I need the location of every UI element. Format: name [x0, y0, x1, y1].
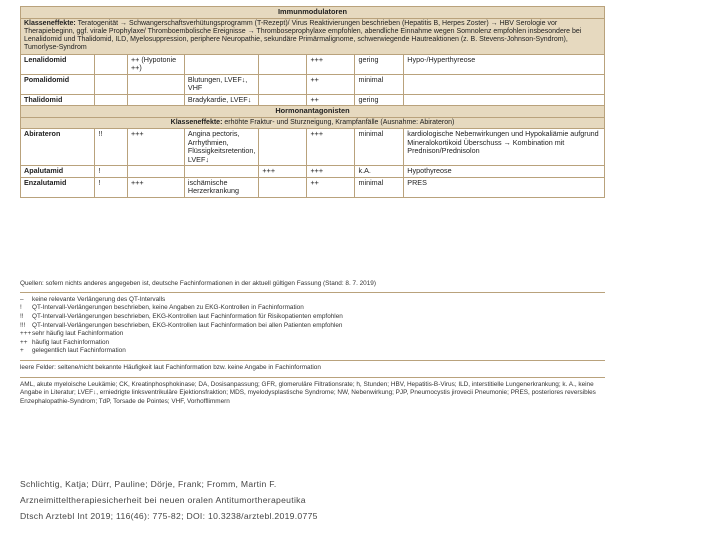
- table-row: [21, 54, 605, 74]
- legend-text: QT-Intervall-Verlängerungen beschrieben, EKG-Kontrollen laut Fachinformation bei allen Patienten empfohlen: [32, 321, 343, 329]
- class-effects-label: Klasseneffekte:: [170, 118, 223, 126]
- legend-symbol: +++: [20, 330, 32, 338]
- table-cell: Bradykardie, LVEF↓: [184, 94, 259, 105]
- legend-item: [20, 304, 605, 313]
- class-effects-label: Klasseneffekte:: [24, 19, 76, 27]
- table-row: [21, 129, 605, 166]
- table-row: [21, 74, 605, 94]
- citation-authors: Schlichtig, Katja; Dürr, Pauline; Dörje, Frank; Fromm, Martin F.: [20, 479, 277, 489]
- drug-table: [20, 6, 605, 198]
- table-cell: ++: [307, 94, 355, 105]
- section-header-immunomodulators: [21, 7, 605, 19]
- citation-title: Arzneimitteltherapiesicherheit bei neuen oralen Antitumortherapeutika: [20, 495, 306, 505]
- table-row: [21, 177, 605, 197]
- table-cell: PRES: [404, 177, 605, 197]
- table-cell: [184, 166, 259, 177]
- legend-symbol: ++: [20, 338, 28, 346]
- table-cell: gering: [355, 54, 404, 74]
- drug-name: Abirateron: [21, 129, 95, 166]
- table-cell: +++: [307, 166, 355, 177]
- section-title: Hormonantagonisten: [21, 106, 605, 118]
- table-cell: k.A.: [355, 166, 404, 177]
- drug-name: Lenalidomid: [21, 54, 95, 74]
- legend-text: QT-Intervall-Verlängerungen beschrieben, EKG-Kontrollen laut Fachinformation für Risikopatienten empfohlen: [32, 312, 343, 320]
- table-cell: [95, 74, 128, 94]
- table-cell: Angina pectoris, Arrhythmien, Flüssigkeitsretention, LVEF↓: [184, 129, 259, 166]
- table-cell: kardiologische Nebenwirkungen und Hypokaliämie aufgrund Mineralokortikoid Überschuss → Kombination mit Prednison/Prednisolon: [404, 129, 605, 166]
- legend-text: häufig laut Fachinformation: [32, 338, 110, 346]
- citation: [20, 476, 318, 524]
- legend-symbol: +: [20, 347, 24, 355]
- legend-text: QT-Intervall-Verlängerungen beschrieben, keine Angaben zu EKG-Kontrollen in Fachinformation: [32, 304, 304, 312]
- table-cell: minimal: [355, 177, 404, 197]
- legend-symbol: !!: [20, 312, 24, 320]
- legend-item: [20, 296, 605, 305]
- table-cell: !!: [95, 129, 128, 166]
- table-cell: ++: [307, 177, 355, 197]
- table-figure: [20, 6, 640, 418]
- legend-symbol: –: [20, 295, 24, 303]
- drug-name: Apalutamid: [21, 166, 95, 177]
- table-cell: Blutungen, LVEF↓, VHF: [184, 74, 259, 94]
- table-row: [21, 94, 605, 105]
- table-cell: +++: [127, 129, 184, 166]
- table-row: [21, 166, 605, 177]
- table-cell: +++: [307, 129, 355, 166]
- class-effects-text: Teratogenität → Schwangerschaftsverhütungsprogramm (T-Rezept)/ Virus Reaktivierungen beschrieben (Hepatitis B, Herpes Zoster) → HBV Serologie vor Therapiebeginn, ggf. virale Prophylaxe/ Thromboembolische Ereignisse → Thromboseprophylaxe empfohlen, abendliche Einnahme wegen Somnolenz empfohlen insbesondere bei Lenalidomid und Thalidomid, ILD, Myelosuppression, periphere Neuropathie, sekundäre Primärmalignome, schwerwiegende Hautreaktionen (z. B. Stevens-Johnson-Syndrom), Tumorlyse-Syndrom: [24, 19, 582, 52]
- table-cell: [259, 74, 307, 94]
- table-cell: [184, 54, 259, 74]
- table-cell: gering: [355, 94, 404, 105]
- legend-item: [20, 347, 605, 356]
- table-cell: [127, 74, 184, 94]
- table-cell: +++: [307, 54, 355, 74]
- table-cell: +++: [259, 166, 307, 177]
- table-cell: [259, 129, 307, 166]
- table-cell: !: [95, 177, 128, 197]
- table-cell: Hypo-/Hyperthyreose: [404, 54, 605, 74]
- table-cell: ++: [307, 74, 355, 94]
- table-cell: [95, 54, 128, 74]
- table-cell: [404, 94, 605, 105]
- drug-name: Enzalutamid: [21, 177, 95, 197]
- divider: [20, 360, 605, 361]
- table-cell: minimal: [355, 129, 404, 166]
- legend-item: [20, 322, 605, 331]
- legend-item: [20, 313, 605, 322]
- legend-text: keine relevante Verlängerung des QT-Intervalls: [32, 295, 166, 303]
- table-cell: +++: [127, 177, 184, 197]
- abbreviations: AML, akute myeloische Leukämie; CK, Kreatinphosphokinase; DA, Dosisanpassung; GFR, glomeruläre Filtrationsrate; h, Stunden; HBV, Hepatitis-B-Virus; ILD, interstitielle Lungenerkrankung; k. A., keine Angabe in Literatur; LVEF↓, erniedrigte linksventrikuläre Ejektionsfraktion; MDS, myelodysplastische Syndrome; NW, Nebenwirkung; PJP, Pneumocystis jirovecii Pneumonie; PRES, posteriores reversibles Enzephalopathie-Syndrom; TdP, Torsade de Pointes; VHF, Vorhofflimmern: [20, 380, 596, 406]
- table-cell: !: [95, 166, 128, 177]
- legend-symbol: !: [20, 304, 22, 312]
- section-title: Immunmodulatoren: [21, 7, 605, 19]
- table-cell: [95, 94, 128, 105]
- legend-item: [20, 339, 605, 348]
- table-cell: [259, 177, 307, 197]
- section-header-hormone-antagonists: [21, 106, 605, 118]
- class-effects-text: erhöhte Fraktur- und Sturzneigung, Krampfanfälle (Ausnahme: Abirateron): [224, 118, 455, 126]
- divider: [20, 377, 605, 378]
- legend-item: [20, 330, 605, 339]
- source-note: Quellen: sofern nichts anderes angegeben ist, deutsche Fachinformationen in der aktuell gültigen Fassung (Stand: 8. 7. 2019): [20, 280, 605, 293]
- table-cell: minimal: [355, 74, 404, 94]
- drug-name: Pomalidomid: [21, 74, 95, 94]
- table-cell: ischämische Herzerkrankung: [184, 177, 259, 197]
- legend-text: gelegentlich laut Fachinformation: [32, 347, 126, 355]
- drug-name: Thalidomid: [21, 94, 95, 105]
- table-cell: [127, 166, 184, 177]
- citation-reference: Dtsch Arztebl Int 2019; 116(46): 775-82; DOI: 10.3238/arztebl.2019.0775: [20, 511, 318, 521]
- table-cell: [127, 94, 184, 105]
- table-cell: [259, 54, 307, 74]
- table-cell: [259, 94, 307, 105]
- empty-fields-note: leere Felder: seltene/nicht bekannte Häufigkeit laut Fachinformation bzw. keine Angabe in Fachinformation: [20, 364, 321, 372]
- legend-symbol: !!!: [20, 321, 26, 329]
- table-cell: Hypothyreose: [404, 166, 605, 177]
- table-cell: [404, 74, 605, 94]
- class-effects-row: [21, 18, 605, 54]
- legend-text: sehr häufig laut Fachinformation: [32, 330, 124, 338]
- table-legend: [20, 280, 605, 407]
- class-effects-row: [21, 117, 605, 128]
- table-cell: ++ (Hypotonie ++): [127, 54, 184, 74]
